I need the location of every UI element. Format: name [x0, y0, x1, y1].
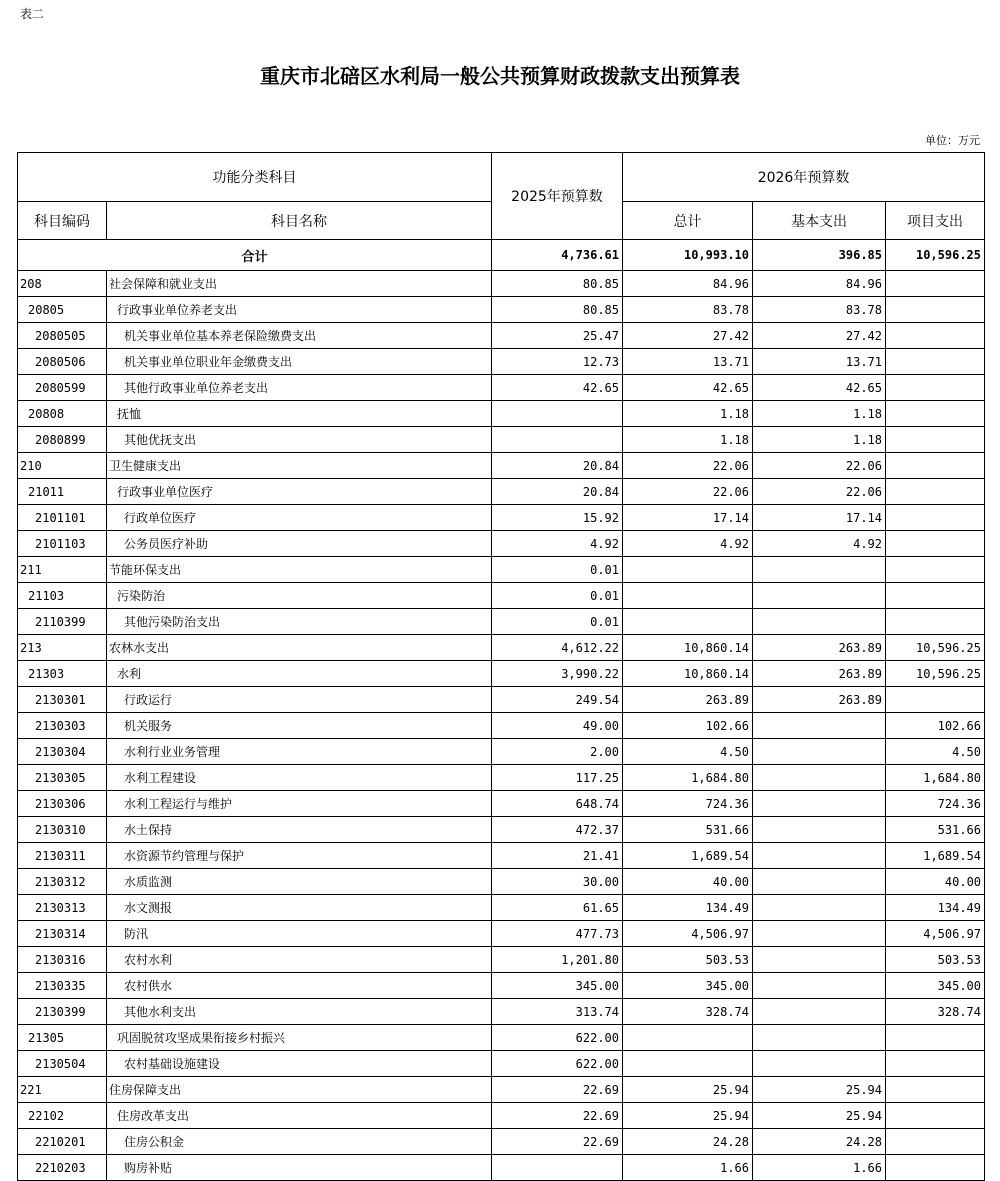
row-code: 2130304 [18, 739, 107, 765]
table-row [18, 687, 985, 713]
row-code: 2130301 [18, 687, 107, 713]
table-row [18, 583, 985, 609]
row-name: 农林水支出 [107, 635, 492, 661]
row-project: 1,689.54 [886, 843, 985, 869]
row-total [623, 1025, 753, 1051]
row-project [886, 531, 985, 557]
table-row [18, 921, 985, 947]
table-body [18, 240, 985, 1181]
row-name: 住房保障支出 [107, 1077, 492, 1103]
row-project: 503.53 [886, 947, 985, 973]
row-b2025: 4,612.22 [492, 635, 623, 661]
row-code: 2130303 [18, 713, 107, 739]
total-basic: 396.85 [753, 240, 886, 271]
row-name: 水资源节约管理与保护 [107, 843, 492, 869]
row-project [886, 557, 985, 583]
row-b2025: 21.41 [492, 843, 623, 869]
row-basic [753, 583, 886, 609]
row-name: 行政事业单位医疗 [107, 479, 492, 505]
row-project: 1,684.80 [886, 765, 985, 791]
row-total: 25.94 [623, 1077, 753, 1103]
row-b2025 [492, 1155, 623, 1181]
row-total: 10,860.14 [623, 661, 753, 687]
row-basic [753, 739, 886, 765]
row-basic [753, 1025, 886, 1051]
row-project [886, 583, 985, 609]
row-project: 10,596.25 [886, 635, 985, 661]
row-name: 机关服务 [107, 713, 492, 739]
total-project: 10,596.25 [886, 240, 985, 271]
row-code: 2130305 [18, 765, 107, 791]
header-total: 总计 [623, 202, 753, 240]
row-b2025: 22.69 [492, 1077, 623, 1103]
row-total: 22.06 [623, 453, 753, 479]
row-name: 水利工程运行与维护 [107, 791, 492, 817]
row-project [886, 297, 985, 323]
row-basic: 24.28 [753, 1129, 886, 1155]
row-b2025: 477.73 [492, 921, 623, 947]
row-code: 21011 [18, 479, 107, 505]
table-row [18, 349, 985, 375]
row-total [623, 609, 753, 635]
row-basic: 22.06 [753, 453, 886, 479]
row-basic: 84.96 [753, 271, 886, 297]
row-project [886, 1077, 985, 1103]
row-basic: 1.18 [753, 401, 886, 427]
table-row [18, 1129, 985, 1155]
table-row [18, 297, 985, 323]
row-project [886, 1129, 985, 1155]
table-row [18, 713, 985, 739]
row-basic: 263.89 [753, 687, 886, 713]
row-basic [753, 713, 886, 739]
row-total: 17.14 [623, 505, 753, 531]
row-total: 13.71 [623, 349, 753, 375]
row-project [886, 427, 985, 453]
row-name: 抚恤 [107, 401, 492, 427]
row-project [886, 375, 985, 401]
row-code: 2130312 [18, 869, 107, 895]
row-project [886, 323, 985, 349]
row-b2025: 1,201.80 [492, 947, 623, 973]
row-basic [753, 973, 886, 999]
row-basic [753, 817, 886, 843]
row-code: 2130306 [18, 791, 107, 817]
row-b2025: 648.74 [492, 791, 623, 817]
row-basic: 13.71 [753, 349, 886, 375]
row-code: 2210203 [18, 1155, 107, 1181]
row-code: 22102 [18, 1103, 107, 1129]
row-b2025: 22.69 [492, 1129, 623, 1155]
row-code: 2101101 [18, 505, 107, 531]
table-row [18, 765, 985, 791]
row-project: 531.66 [886, 817, 985, 843]
row-code: 2130311 [18, 843, 107, 869]
row-code: 2130316 [18, 947, 107, 973]
row-total: 1.18 [623, 427, 753, 453]
row-total: 24.28 [623, 1129, 753, 1155]
row-b2025: 30.00 [492, 869, 623, 895]
row-total: 345.00 [623, 973, 753, 999]
row-total: 263.89 [623, 687, 753, 713]
header-budget-2026: 2026年预算数 [623, 153, 985, 202]
row-code: 2130399 [18, 999, 107, 1025]
table-row [18, 505, 985, 531]
row-name: 污染防治 [107, 583, 492, 609]
row-name: 住房改革支出 [107, 1103, 492, 1129]
table-row [18, 1103, 985, 1129]
header-code: 科目编码 [18, 202, 107, 240]
row-code: 2080899 [18, 427, 107, 453]
row-b2025: 0.01 [492, 609, 623, 635]
row-b2025: 49.00 [492, 713, 623, 739]
row-total: 4,506.97 [623, 921, 753, 947]
row-b2025: 0.01 [492, 557, 623, 583]
row-code: 211 [18, 557, 107, 583]
row-name: 水利 [107, 661, 492, 687]
row-project: 4,506.97 [886, 921, 985, 947]
row-total: 27.42 [623, 323, 753, 349]
total-row [18, 240, 985, 271]
header-func-class: 功能分类科目 [18, 153, 492, 202]
header-project: 项目支出 [886, 202, 985, 240]
row-b2025: 622.00 [492, 1025, 623, 1051]
row-b2025 [492, 427, 623, 453]
row-code: 210 [18, 453, 107, 479]
row-name: 公务员医疗补助 [107, 531, 492, 557]
row-total: 531.66 [623, 817, 753, 843]
row-name: 农村水利 [107, 947, 492, 973]
row-name: 水利行业业务管理 [107, 739, 492, 765]
table-row [18, 401, 985, 427]
row-total: 83.78 [623, 297, 753, 323]
row-project: 102.66 [886, 713, 985, 739]
row-name: 水利工程建设 [107, 765, 492, 791]
table-tag: 表二 [20, 7, 45, 21]
row-b2025: 42.65 [492, 375, 623, 401]
table-row [18, 557, 985, 583]
row-code: 2130335 [18, 973, 107, 999]
row-basic [753, 921, 886, 947]
row-project: 345.00 [886, 973, 985, 999]
row-total [623, 583, 753, 609]
row-code: 2101103 [18, 531, 107, 557]
row-total: 134.49 [623, 895, 753, 921]
row-basic [753, 1051, 886, 1077]
row-total: 724.36 [623, 791, 753, 817]
table-row [18, 869, 985, 895]
row-name: 住房公积金 [107, 1129, 492, 1155]
row-name: 防汛 [107, 921, 492, 947]
row-name: 巩固脱贫攻坚成果衔接乡村振兴 [107, 1025, 492, 1051]
row-project [886, 401, 985, 427]
row-project [886, 1025, 985, 1051]
row-project: 134.49 [886, 895, 985, 921]
row-total: 4.50 [623, 739, 753, 765]
row-b2025: 25.47 [492, 323, 623, 349]
row-total: 102.66 [623, 713, 753, 739]
row-project [886, 1155, 985, 1181]
row-basic [753, 869, 886, 895]
row-project [886, 505, 985, 531]
row-name: 水土保持 [107, 817, 492, 843]
table-row [18, 531, 985, 557]
table-row [18, 1077, 985, 1103]
row-code: 20805 [18, 297, 107, 323]
table-row [18, 1025, 985, 1051]
table-row [18, 271, 985, 297]
row-project: 724.36 [886, 791, 985, 817]
row-name: 水质监测 [107, 869, 492, 895]
total-total: 10,993.10 [623, 240, 753, 271]
table-row [18, 973, 985, 999]
total-label: 合计 [18, 240, 492, 271]
row-basic: 4.92 [753, 531, 886, 557]
row-code: 213 [18, 635, 107, 661]
row-name: 购房补贴 [107, 1155, 492, 1181]
row-name: 社会保障和就业支出 [107, 271, 492, 297]
table-row [18, 895, 985, 921]
row-name: 行政事业单位养老支出 [107, 297, 492, 323]
row-basic: 27.42 [753, 323, 886, 349]
row-basic: 22.06 [753, 479, 886, 505]
table-row [18, 661, 985, 687]
row-name: 行政单位医疗 [107, 505, 492, 531]
row-name: 其他水利支出 [107, 999, 492, 1025]
table-row [18, 1155, 985, 1181]
unit-label: 单位：万元 [925, 134, 980, 147]
row-code: 2130314 [18, 921, 107, 947]
row-name: 行政运行 [107, 687, 492, 713]
row-name: 其他污染防治支出 [107, 609, 492, 635]
row-code: 2110399 [18, 609, 107, 635]
row-basic: 25.94 [753, 1077, 886, 1103]
row-b2025: 15.92 [492, 505, 623, 531]
row-code: 2130310 [18, 817, 107, 843]
row-basic: 1.18 [753, 427, 886, 453]
row-project [886, 479, 985, 505]
row-total: 25.94 [623, 1103, 753, 1129]
row-basic [753, 609, 886, 635]
row-total: 1,684.80 [623, 765, 753, 791]
row-project [886, 1103, 985, 1129]
row-total: 84.96 [623, 271, 753, 297]
row-project [886, 1051, 985, 1077]
row-b2025: 22.69 [492, 1103, 623, 1129]
row-code: 221 [18, 1077, 107, 1103]
row-b2025 [492, 401, 623, 427]
row-total: 328.74 [623, 999, 753, 1025]
row-basic: 1.66 [753, 1155, 886, 1181]
row-b2025: 622.00 [492, 1051, 623, 1077]
row-code: 20808 [18, 401, 107, 427]
row-b2025: 3,990.22 [492, 661, 623, 687]
row-basic [753, 947, 886, 973]
row-b2025: 20.84 [492, 453, 623, 479]
row-name: 机关事业单位职业年金缴费支出 [107, 349, 492, 375]
row-total: 40.00 [623, 869, 753, 895]
row-total: 10,860.14 [623, 635, 753, 661]
row-name: 其他行政事业单位养老支出 [107, 375, 492, 401]
row-total: 4.92 [623, 531, 753, 557]
header-basic: 基本支出 [753, 202, 886, 240]
row-b2025: 20.84 [492, 479, 623, 505]
table-row [18, 739, 985, 765]
row-code: 2080506 [18, 349, 107, 375]
row-basic: 17.14 [753, 505, 886, 531]
budget-table [17, 152, 985, 1181]
row-b2025: 313.74 [492, 999, 623, 1025]
table-row [18, 375, 985, 401]
row-name: 机关事业单位基本养老保险缴费支出 [107, 323, 492, 349]
row-b2025: 61.65 [492, 895, 623, 921]
row-total [623, 557, 753, 583]
table-row [18, 999, 985, 1025]
row-total: 1,689.54 [623, 843, 753, 869]
row-total: 42.65 [623, 375, 753, 401]
table-row [18, 1051, 985, 1077]
row-total: 503.53 [623, 947, 753, 973]
table-row [18, 635, 985, 661]
table-row [18, 817, 985, 843]
row-project [886, 609, 985, 635]
row-basic: 42.65 [753, 375, 886, 401]
table-row [18, 453, 985, 479]
row-b2025: 12.73 [492, 349, 623, 375]
row-name: 其他优抚支出 [107, 427, 492, 453]
row-project [886, 687, 985, 713]
row-basic: 263.89 [753, 635, 886, 661]
row-name: 农村供水 [107, 973, 492, 999]
row-basic: 25.94 [753, 1103, 886, 1129]
table-row [18, 609, 985, 635]
row-code: 21103 [18, 583, 107, 609]
row-project: 328.74 [886, 999, 985, 1025]
row-basic [753, 765, 886, 791]
row-name: 水文测报 [107, 895, 492, 921]
row-project: 10,596.25 [886, 661, 985, 687]
row-code: 2130313 [18, 895, 107, 921]
row-name: 节能环保支出 [107, 557, 492, 583]
row-name: 农村基础设施建设 [107, 1051, 492, 1077]
table-row [18, 427, 985, 453]
row-code: 2130504 [18, 1051, 107, 1077]
row-total: 1.66 [623, 1155, 753, 1181]
table-row [18, 947, 985, 973]
total-b2025: 4,736.61 [492, 240, 623, 271]
row-b2025: 80.85 [492, 271, 623, 297]
table-row [18, 479, 985, 505]
row-project [886, 453, 985, 479]
row-b2025: 472.37 [492, 817, 623, 843]
row-basic [753, 557, 886, 583]
row-code: 2080599 [18, 375, 107, 401]
row-b2025: 2.00 [492, 739, 623, 765]
table-row [18, 323, 985, 349]
row-code: 21305 [18, 1025, 107, 1051]
row-project: 40.00 [886, 869, 985, 895]
row-code: 208 [18, 271, 107, 297]
row-b2025: 249.54 [492, 687, 623, 713]
table-row [18, 791, 985, 817]
row-basic [753, 791, 886, 817]
row-b2025: 345.00 [492, 973, 623, 999]
row-basic: 83.78 [753, 297, 886, 323]
row-code: 2210201 [18, 1129, 107, 1155]
row-b2025: 4.92 [492, 531, 623, 557]
row-basic [753, 843, 886, 869]
row-project [886, 271, 985, 297]
header-name: 科目名称 [107, 202, 492, 240]
row-b2025: 117.25 [492, 765, 623, 791]
row-basic: 263.89 [753, 661, 886, 687]
row-name: 卫生健康支出 [107, 453, 492, 479]
row-b2025: 0.01 [492, 583, 623, 609]
row-total: 1.18 [623, 401, 753, 427]
row-total [623, 1051, 753, 1077]
header-budget-2025: 2025年预算数 [492, 153, 623, 240]
row-code: 2080505 [18, 323, 107, 349]
row-basic [753, 895, 886, 921]
row-project [886, 349, 985, 375]
page-title: 重庆市北碚区水利局一般公共预算财政拨款支出预算表 [260, 64, 740, 88]
row-project: 4.50 [886, 739, 985, 765]
row-total: 22.06 [623, 479, 753, 505]
row-basic [753, 999, 886, 1025]
row-code: 21303 [18, 661, 107, 687]
row-b2025: 80.85 [492, 297, 623, 323]
table-row [18, 843, 985, 869]
